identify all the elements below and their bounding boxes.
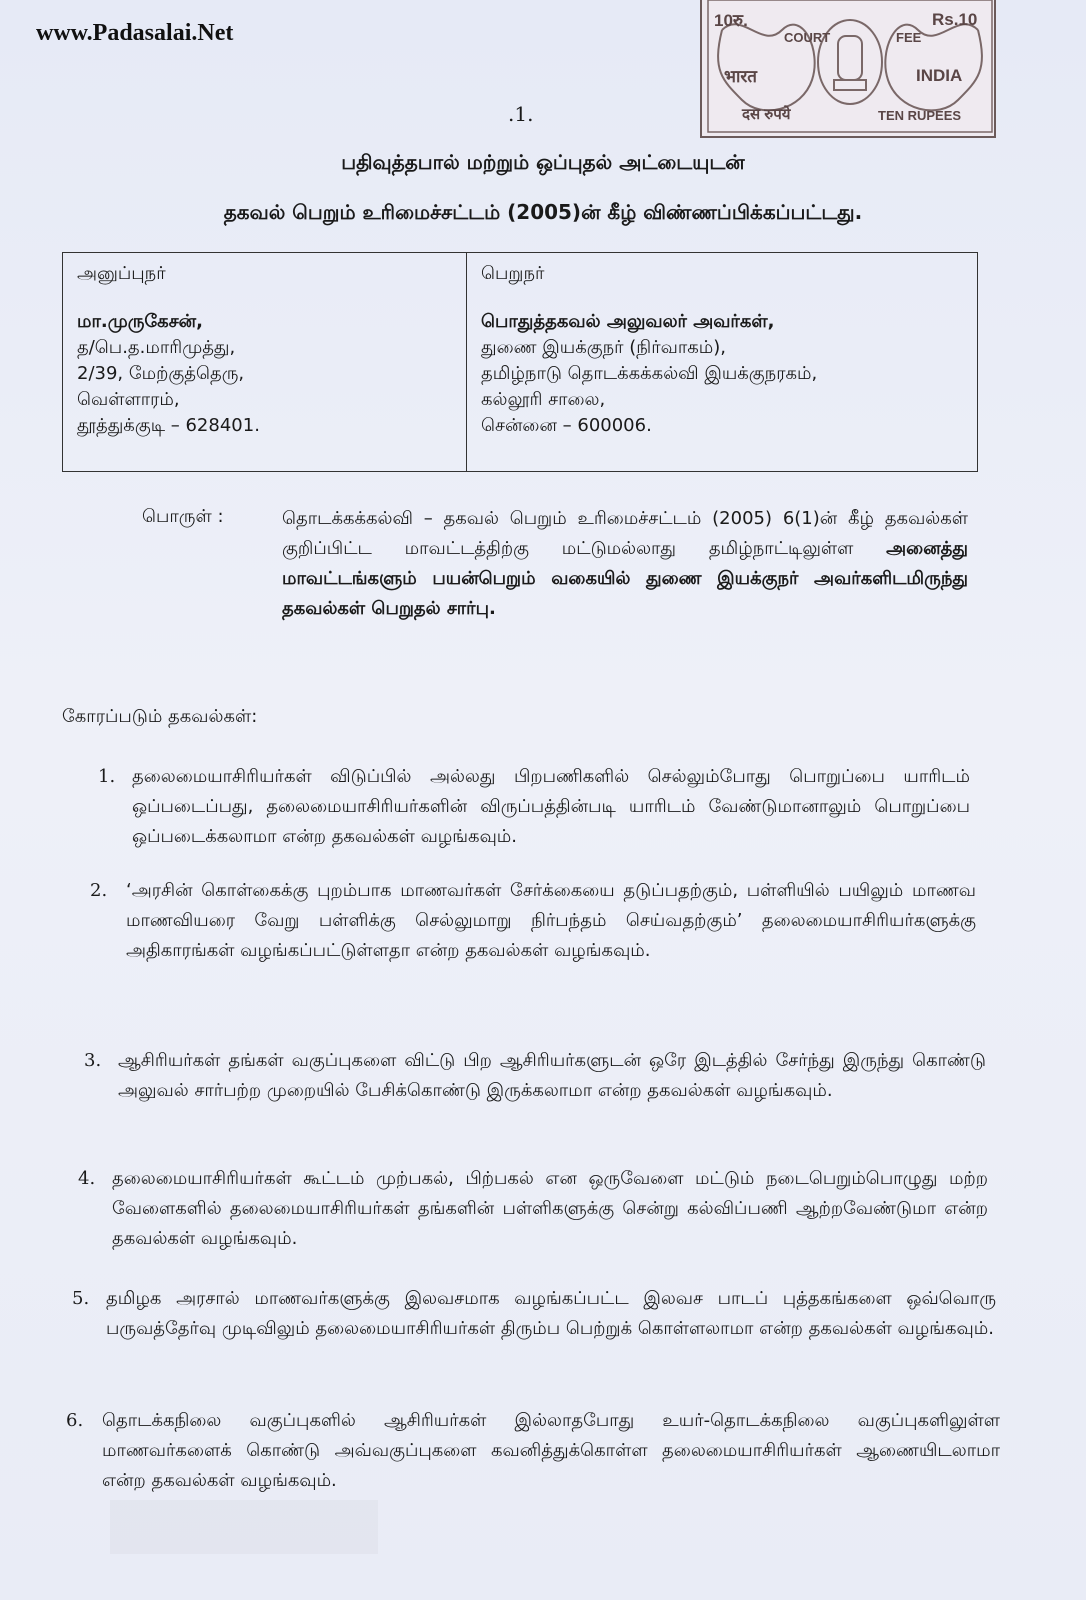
stamp-rupees-hindi: दस रुपये xyxy=(742,106,791,123)
sender-line: த/பெ.த.மாரிமுத்து, xyxy=(77,337,236,358)
item-text: தமிழக அரசால் மாணவர்களுக்கு இலவசமாக வழங்கப்பட்ட இலவச பாடப் புத்தகங்களை ஒவ்வொரு பருவத்தேர்வு முடிவிலும் தலைமையாசிரியர்கள் திரும்ப பெற்றுக் கொள்ளலாமா என்ற தகவல்கள் வழங்கவும். xyxy=(106,1288,996,1339)
list-item xyxy=(84,1046,986,1106)
item-text: தொடக்கநிலை வகுப்புகளில் ஆசிரியர்கள் இல்லாதபோது உயர்-தொடக்கநிலை வகுப்புகளிலுள்ள மாணவர்களைக் கொண்டு அவ்வகுப்புகளை கவனித்துக்கொள்ள தலைமையாசிரியர்கள் ஆணையிடலாமா என்ற தகவல்கள் வழங்கவும். xyxy=(102,1410,1000,1491)
stamp-value-left: 10रु. xyxy=(714,11,748,30)
sender-line: 2/39, மேற்குத்தெரு, xyxy=(77,363,245,384)
title-line-2: தகவல் பெறும் உரிமைச்சட்டம் (2005)ன் கீழ் விண்ணப்பிக்கப்பட்டது. xyxy=(223,200,863,224)
receiver-cell xyxy=(467,253,978,472)
stamp-court: COURT xyxy=(784,30,831,45)
item-number: 5. xyxy=(72,1288,90,1309)
item-text: தலைமையாசிரியர்கள் விடுப்பில் அல்லது பிறபணிகளில் செல்லும்போது பொறுப்பை யாரிடம் ஒப்படைப்பது, தலைமையாசிரியர்களின் விருப்பத்தின்படி யாரிடம் வேண்டுமானாலும் பொறுப்பை ஒப்படைக்கலாமா என்ற தகவல்கள் வழங்கவும். xyxy=(132,766,970,847)
receiver-heading: பெறுநர் xyxy=(481,263,545,284)
item-text: ஆசிரியர்கள் தங்கள் வகுப்புகளை விட்டு பிற ஆசிரியர்களுடன் ஒரே இடத்தில் சேர்ந்து இருந்து கொண்டு அலுவல் சார்பற்ற முறையில் பேசிக்கொண்டு இருக்கலாமா என்ற தகவல்கள் வழங்கவும். xyxy=(118,1050,986,1101)
item-number: 2. xyxy=(90,880,108,901)
list-item xyxy=(98,762,970,852)
stamp-fee: FEE xyxy=(896,30,922,45)
title-line-1: பதிவுத்தபால் மற்றும் ஒப்புதல் அட்டையுடன் xyxy=(341,150,745,174)
receiver-name: பொதுத்தகவல் அலுவலர் அவர்கள், xyxy=(481,311,775,332)
sender-name: மா.முருகேசன், xyxy=(77,311,203,332)
subject-text-plain: தொடக்கக்கல்வி – தகவல் பெறும் உரிமைச்சட்டம் (2005) 6(1)ன் கீழ் தகவல்கள் குறிப்பிட்ட மாவட்டத்திற்கு மட்டுமல்லாது தமிழ்நாட்டிலுள்ள xyxy=(282,508,968,559)
item-text: தலைமையாசிரியர்கள் கூட்டம் முற்பகல், பிற்பகல் என ஒருவேளை மட்டும் நடைபெறும்பொழுது மற்ற வேளைகளில் தலைமையாசிரியர்கள் தங்களின் பள்ளிகளுக்கு சென்று கல்விப்பணி ஆற்றவேண்டுமா என்ற தகவல்கள் வழங்கவும். xyxy=(112,1168,988,1249)
watermark-text: www.Padasalai.Net xyxy=(36,20,234,46)
item-number: 3. xyxy=(84,1050,102,1071)
item-number: 4. xyxy=(78,1168,96,1189)
page-number: .1. xyxy=(508,102,534,126)
requested-info-heading: கோரப்படும் தகவல்கள்: xyxy=(62,706,258,727)
list-item xyxy=(90,876,976,966)
sender-heading: அனுப்புநர் xyxy=(77,263,166,284)
stamp-value-right: Rs.10 xyxy=(932,10,978,29)
subject-text xyxy=(282,504,968,624)
receiver-line: சென்னை – 600006. xyxy=(481,415,652,436)
receiver-line: துணை இயக்குநர் (நிர்வாகம்), xyxy=(481,337,726,358)
scan-smudge xyxy=(110,1500,378,1554)
stamp-rupees-english: TEN RUPEES xyxy=(878,108,962,123)
item-number: 1. xyxy=(98,766,116,787)
item-number: 6. xyxy=(66,1410,84,1431)
sender-line: வெள்ளாரம், xyxy=(77,389,180,410)
sender-line: தூத்துக்குடி – 628401. xyxy=(77,415,260,436)
receiver-line: தமிழ்நாடு தொடக்கக்கல்வி இயக்குநரகம், xyxy=(481,363,818,384)
sender-cell xyxy=(63,253,467,472)
list-item xyxy=(72,1284,996,1344)
subject-text-bold: அனைத்து மாவட்டங்களும் பயன்பெறும் வகையில் துணை இயக்குநர் அவர்களிடமிருந்து தகவல்கள் பெறுதல் சார்பு. xyxy=(282,538,968,619)
list-item xyxy=(78,1164,988,1254)
court-fee-stamp xyxy=(700,0,996,138)
subject-label: பொருள் : xyxy=(142,506,224,527)
list-item xyxy=(66,1406,1000,1496)
address-table xyxy=(62,252,978,472)
receiver-line: கல்லூரி சாலை, xyxy=(481,389,606,410)
item-text: ‘அரசின் கொள்கைக்கு புறம்பாக மாணவர்கள் சேர்க்கையை தடுப்பதற்கும், பள்ளியில் பயிலும் மாணவ மாணவியரை வேறு பள்ளிக்கு செல்லுமாறு நிர்பந்தம் செய்வதற்கும்’ தலைமையாசிரியர்களுக்கு அதிகாரங்கள் வழங்கப்பட்டுள்ளதா என்ற தகவல்கள் வழங்கவும். xyxy=(126,880,976,961)
stamp-bharat: भारत xyxy=(724,67,757,86)
stamp-india: INDIA xyxy=(916,66,963,85)
